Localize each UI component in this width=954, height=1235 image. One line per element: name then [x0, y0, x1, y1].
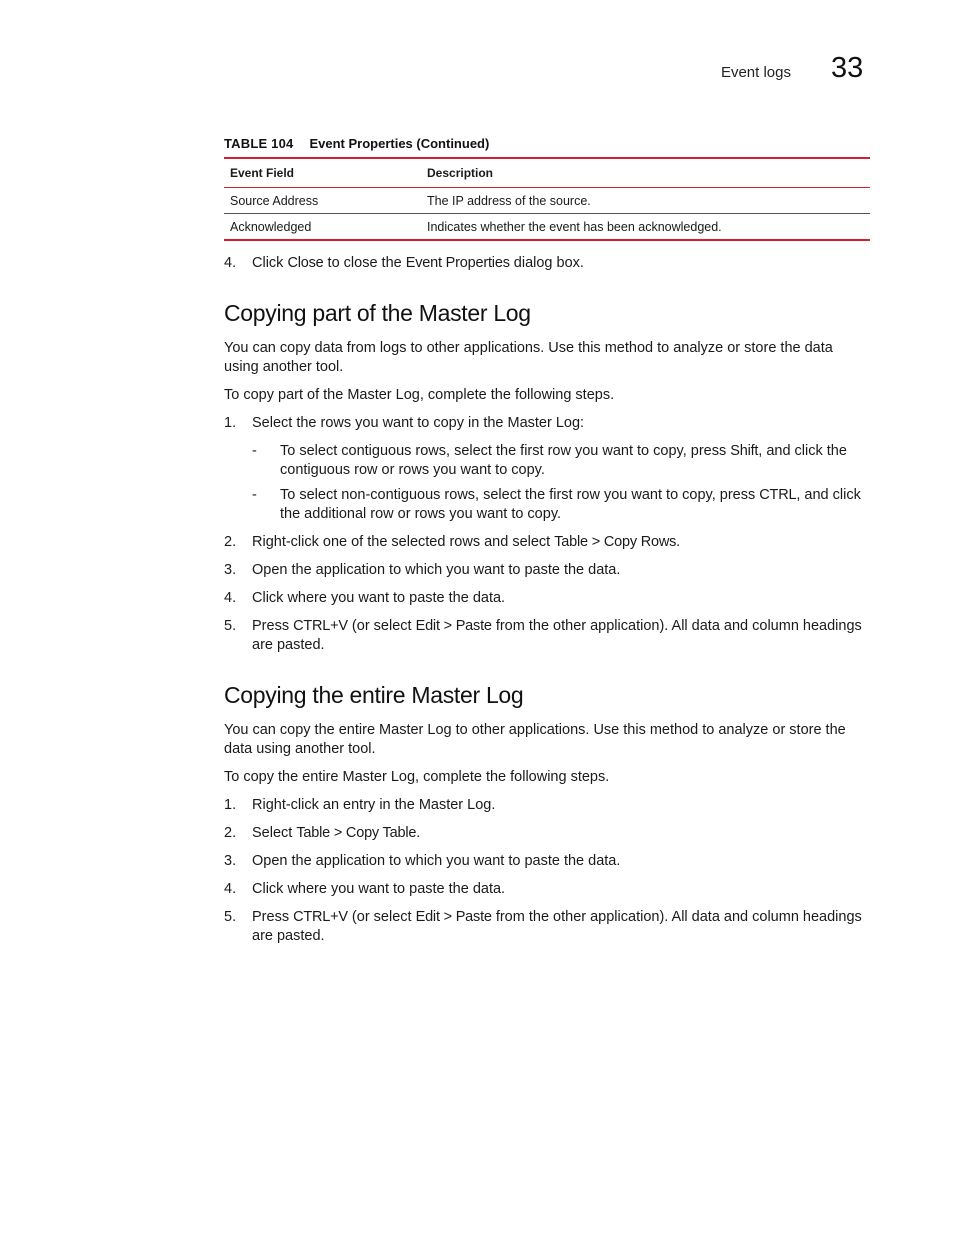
step-number: 4. — [224, 590, 237, 606]
step-number: 5. — [224, 618, 237, 634]
step-number: 4. — [224, 881, 237, 897]
key-term: CTRL — [759, 487, 797, 503]
column-header-event-field: Event Field — [230, 166, 295, 180]
text-run: Right-click one of the selected rows and select — [252, 534, 555, 550]
section-heading: Copying part of the Master Log — [224, 300, 531, 326]
key-term: CTRL+V — [293, 618, 348, 634]
paragraph: To copy the entire Master Log, complete the following steps. — [224, 769, 610, 785]
step-number: 3. — [224, 562, 237, 578]
bullet-dash: - — [252, 487, 257, 503]
text-run: from the other application). All data and column headings are pasted. — [252, 909, 862, 944]
cell-event-field: Acknowledged — [230, 219, 312, 234]
step-text: Right-click an entry in the Master Log. — [252, 797, 496, 813]
text-run: To select non-contiguous rows, select the first row you want to copy, press — [280, 487, 760, 503]
text-run: , and click the additional row or rows you want to copy. — [280, 487, 861, 522]
bullet-text — [280, 442, 870, 480]
table-title: Event Properties (Continued) — [309, 136, 490, 151]
step-number: 5. — [224, 909, 237, 925]
step-number: 2. — [224, 534, 237, 550]
paragraph: To copy part of the Master Log, complete the following steps. — [224, 387, 615, 403]
bullet-dash: - — [252, 443, 257, 459]
step-text: Click where you want to paste the data. — [252, 590, 506, 606]
text-run: , and click the contiguous row or rows you want to copy. — [280, 443, 847, 478]
step-text: Click where you want to paste the data. — [252, 881, 506, 897]
table-row — [224, 188, 870, 214]
table-row — [224, 214, 870, 241]
step-number: 3. — [224, 853, 237, 869]
text-run: dialog box. — [509, 255, 584, 271]
cell-event-field: Source Address — [230, 193, 319, 208]
cell-description: The IP address of the source. — [427, 193, 591, 208]
step-text: Open the application to which you want to paste the data. — [252, 562, 621, 578]
step-number: 1. — [224, 797, 237, 813]
text-run: . — [416, 825, 421, 841]
text-run: from the other application). All data and column headings are pasted. — [252, 618, 862, 653]
table-header-row — [224, 158, 870, 188]
bullet-text — [280, 486, 870, 524]
chapter-number: 33 — [831, 52, 864, 84]
text-run: to close the — [323, 255, 406, 271]
key-term: CTRL+V — [293, 909, 348, 925]
step-text — [252, 824, 870, 843]
text-run: To select contiguous rows, select the first row you want to copy, press — [280, 443, 731, 459]
step-number: 4. — [224, 255, 237, 271]
table-caption — [224, 136, 489, 151]
table-number: TABLE 104 — [224, 136, 294, 151]
step-number: 1. — [224, 415, 237, 431]
menu-path: Table > Copy Rows — [554, 534, 677, 550]
text-run: (or select — [347, 909, 416, 925]
paragraph: You can copy the entire Master Log to other applications. Use this method to analyze or store the data using another tool. — [224, 722, 846, 757]
section-heading: Copying the entire Master Log — [224, 682, 524, 708]
paragraph: You can copy data from logs to other applications. Use this method to analyze or store the data using another tool. — [224, 340, 833, 375]
text-run: Press — [252, 618, 294, 634]
text-run: . — [676, 534, 681, 550]
event-properties-table — [224, 157, 870, 241]
running-header-section: Event logs — [720, 64, 791, 81]
column-header-description: Description — [427, 166, 494, 180]
step-text: Open the application to which you want to paste the data. — [252, 853, 621, 869]
text-run: (or select — [347, 618, 416, 634]
ui-term: Close — [287, 255, 324, 271]
step-text — [252, 908, 870, 946]
step-number: 2. — [224, 825, 237, 841]
text-run: Select — [252, 825, 297, 841]
text-run: Press — [252, 909, 294, 925]
step-text — [252, 617, 870, 655]
menu-path: Edit > Paste — [415, 618, 492, 634]
cell-description: Indicates whether the event has been acknowledged. — [427, 219, 722, 234]
step-text — [252, 254, 870, 273]
step-text — [252, 533, 870, 552]
key-term: Shift — [730, 443, 759, 459]
ui-term: Event Properties — [405, 255, 510, 271]
step-text: Select the rows you want to copy in the Master Log: — [252, 415, 585, 431]
menu-path: Table > Copy Table — [296, 825, 417, 841]
menu-path: Edit > Paste — [415, 909, 492, 925]
text-run: Click — [252, 255, 288, 271]
